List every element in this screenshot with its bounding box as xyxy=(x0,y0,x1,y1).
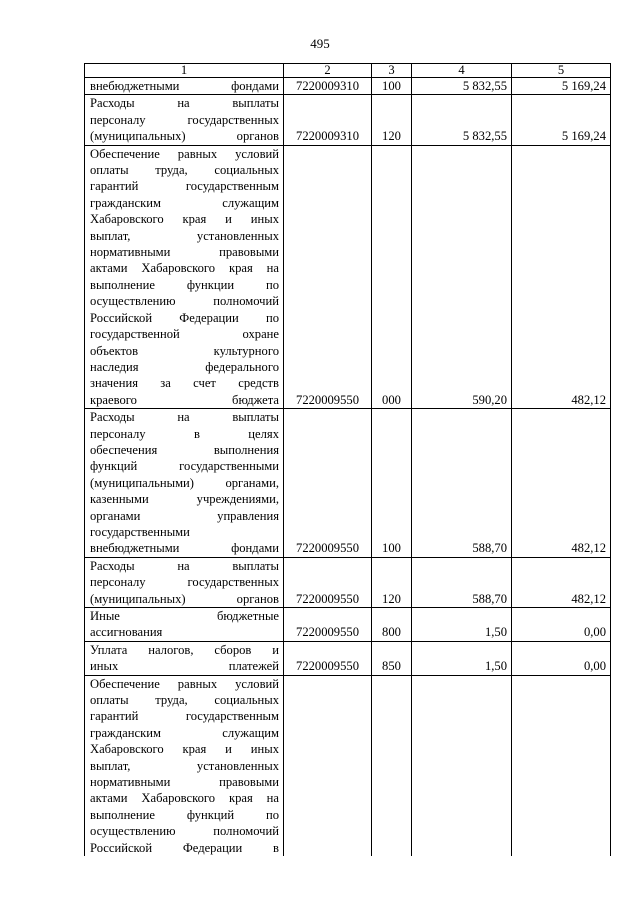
description-line: функций государственными xyxy=(90,459,279,474)
amount-col-4: 5 832,55 xyxy=(412,78,512,95)
target-article-code xyxy=(284,675,372,856)
target-article-code: 7220009550 xyxy=(284,608,372,642)
header-cell: 5 xyxy=(512,64,611,78)
description-line: Расходы на выплаты xyxy=(90,410,279,425)
description-line: персоналу государственных xyxy=(90,112,279,127)
description-line: органами управления xyxy=(90,508,279,523)
target-article-code: 7220009550 xyxy=(284,557,372,607)
row-description xyxy=(85,557,284,607)
row-description xyxy=(85,641,284,675)
amount-col-5: 0,00 xyxy=(512,608,611,642)
description-line: Российской Федерации в xyxy=(90,840,279,855)
target-article-code: 7220009550 xyxy=(284,409,372,558)
budget-table xyxy=(84,63,611,856)
table-row xyxy=(85,409,611,558)
description-line: государственной охране xyxy=(90,327,279,342)
expense-type-code: 800 xyxy=(372,608,412,642)
description-line: (муниципальными) органами, xyxy=(90,475,279,490)
description-line: Хабаровского края и иных xyxy=(90,212,279,227)
description-line: актами Хабаровского края на xyxy=(90,261,279,276)
target-article-code: 7220009310 xyxy=(284,95,372,145)
description-line: государственными xyxy=(90,524,190,539)
expense-type-code: 100 xyxy=(372,78,412,95)
description-line: гражданским служащим xyxy=(90,195,279,210)
description-line: иных платежей xyxy=(90,659,279,674)
row-description xyxy=(85,409,284,558)
amount-col-5: 0,00 xyxy=(512,641,611,675)
amount-col-5: 5 169,24 xyxy=(512,95,611,145)
target-article-code: 7220009550 xyxy=(284,641,372,675)
description-line: оплаты труда, социальных xyxy=(90,163,279,178)
expense-type-code: 850 xyxy=(372,641,412,675)
description-line: гарантий государственным xyxy=(90,179,279,194)
amount-col-4: 588,70 xyxy=(412,409,512,558)
description-line: наследия федерального xyxy=(90,359,279,374)
expense-type-code: 100 xyxy=(372,409,412,558)
description-line: нормативными правовыми xyxy=(90,775,279,790)
description-line: персоналу государственных xyxy=(90,575,279,590)
description-line: выполнение функций по xyxy=(90,807,279,822)
row-description xyxy=(85,608,284,642)
table-row xyxy=(85,145,611,409)
amount-col-5: 5 169,24 xyxy=(512,78,611,95)
header-cell: 3 xyxy=(372,64,412,78)
description-line: персоналу в целях xyxy=(90,426,279,441)
description-line: осуществлению полномочий xyxy=(90,294,279,309)
description-line: нормативными правовыми xyxy=(90,245,279,260)
expense-type-code xyxy=(372,675,412,856)
amount-col-5: 482,12 xyxy=(512,145,611,409)
description-line: внебюджетными фондами xyxy=(90,541,279,556)
table-row xyxy=(85,95,611,145)
row-description xyxy=(85,78,284,95)
amount-col-4: 5 832,55 xyxy=(412,95,512,145)
description-line: (муниципальных) органов xyxy=(90,129,279,144)
description-line: Уплата налогов, сборов и xyxy=(90,642,279,657)
description-line: значения за счет средств xyxy=(90,376,279,391)
header-cell: 2 xyxy=(284,64,372,78)
description-line: оплаты труда, социальных xyxy=(90,693,279,708)
table-row xyxy=(85,557,611,607)
description-line: актами Хабаровского края на xyxy=(90,791,279,806)
description-line: выплат, установленных xyxy=(90,758,279,773)
table-row xyxy=(85,641,611,675)
row-description xyxy=(85,675,284,856)
amount-col-4: 1,50 xyxy=(412,641,512,675)
amount-col-5 xyxy=(512,675,611,856)
expense-type-code: 120 xyxy=(372,95,412,145)
description-line: Расходы на выплаты xyxy=(90,96,279,111)
target-article-code: 7220009550 xyxy=(284,145,372,409)
amount-col-4 xyxy=(412,675,512,856)
description-line: осуществлению полномочий xyxy=(90,824,279,839)
description-line: казенными учреждениями, xyxy=(90,492,279,507)
header-cell: 4 xyxy=(412,64,512,78)
expense-type-code: 120 xyxy=(372,557,412,607)
description-line: выполнение функции по xyxy=(90,277,279,292)
description-line: гражданским служащим xyxy=(90,725,279,740)
row-description xyxy=(85,95,284,145)
target-article-code: 7220009310 xyxy=(284,78,372,95)
header-cell: 1 xyxy=(85,64,284,78)
table-row xyxy=(85,675,611,856)
description-line: Обеспечение равных условий xyxy=(90,146,279,161)
amount-col-5: 482,12 xyxy=(512,557,611,607)
description-line: (муниципальных) органов xyxy=(90,591,279,606)
table-body xyxy=(85,78,611,857)
description-line: выплат, установленных xyxy=(90,228,279,243)
description-line: гарантий государственным xyxy=(90,709,279,724)
description-line: внебюджетными фондами xyxy=(90,79,279,93)
amount-col-5: 482,12 xyxy=(512,409,611,558)
row-description xyxy=(85,145,284,409)
description-line: Иные бюджетные xyxy=(90,609,279,623)
amount-col-4: 1,50 xyxy=(412,608,512,642)
amount-col-4: 590,20 xyxy=(412,145,512,409)
table-row xyxy=(85,78,611,95)
table-row xyxy=(85,608,611,642)
description-line: обеспечения выполнения xyxy=(90,442,279,457)
expense-type-code: 000 xyxy=(372,145,412,409)
description-line: Обеспечение равных условий xyxy=(90,676,279,691)
description-line: Российской Федерации по xyxy=(90,310,279,325)
page-number: 495 xyxy=(310,36,330,51)
description-line: объектов культурного xyxy=(90,343,279,358)
table-header-row xyxy=(85,64,611,78)
description-line: Хабаровского края и иных xyxy=(90,742,279,757)
description-line: ассигнования xyxy=(90,625,163,640)
amount-col-4: 588,70 xyxy=(412,557,512,607)
description-line: краевого бюджета xyxy=(90,392,279,407)
description-line: Расходы на выплаты xyxy=(90,558,279,573)
